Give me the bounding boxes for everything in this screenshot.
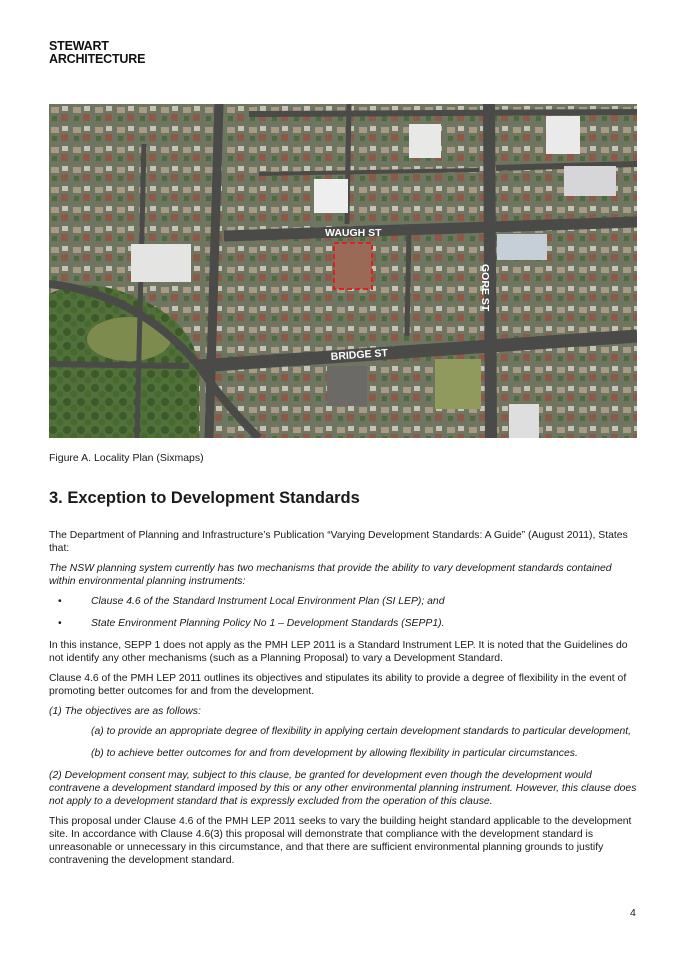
section-heading: 3. Exception to Development Standards: [49, 489, 360, 507]
bullet-item: • Clause 4.6 of the Standard Instrument Local Environment Plan (SI LEP); and: [49, 595, 639, 608]
street-label-waugh: WAUGH ST: [325, 227, 382, 239]
locality-map: [49, 104, 637, 438]
paragraph-7: This proposal under Clause 4.6 of the PMH LEP 2011 seeks to vary the building height standard applicable to the development site. In accordance with Clause 4.6(3) this proposal will demonstrate that compliance with the development standard is unreasonable or unnecessary in this circumstance, and that there are sufficient environmental planning grounds to justify contravening the development standard.: [49, 816, 632, 866]
logo: [49, 40, 145, 66]
street-label-bridge: BRIDGE ST: [330, 347, 389, 363]
page-number: 4: [630, 907, 636, 919]
figure-caption: Figure A. Locality Plan (Sixmaps): [49, 452, 204, 464]
paragraph-6: (2) Development consent may, subject to this clause, be granted for development even though the development would contravene a development standard imposed by this or any other environmental planning instrument. However, this clause does not apply to a development standard that is expressly excluded from the operation of this clause.: [49, 770, 637, 807]
sub-clause-a: (a) to provide an appropriate degree of flexibility in applying certain development standards to particular development,: [91, 726, 632, 737]
bullet-list: [49, 595, 639, 630]
street-label-gore: GORE ST: [479, 264, 491, 312]
paragraph-5: (1) The objectives are as follows:: [49, 706, 201, 717]
site-outline: [334, 243, 372, 289]
paragraph-4: Clause 4.6 of the PMH LEP 2011 outlines its objectives and stipulates its ability to provide a degree of flexibility in the event of promoting better outcomes for and from the development.: [49, 673, 627, 697]
paragraph-3: In this instance, SEPP 1 does not apply as the PMH LEP 2011 is a Standard Instrument LEP. It is noted that the Guidelines do not identify any other mechanisms (such as a Planning Proposal) to vary a Development Standard.: [49, 640, 628, 664]
sub-clause-b: (b) to achieve better outcomes for and from development by allowing flexibility in particular circumstances.: [91, 748, 578, 759]
logo-line-2: ARCHITECTURE: [49, 52, 146, 66]
body-text: [49, 529, 639, 874]
bullet-item: • State Environment Planning Policy No 1 – Development Standards (SEPP1).: [49, 617, 639, 630]
paragraph-2: The NSW planning system currently has two mechanisms that provide the ability to vary development standards contained within environmental planning instruments:: [49, 563, 612, 587]
paragraph-1: The Department of Planning and Infrastructure’s Publication “Varying Development Standards: A Guide” (August 2011), States that:: [49, 530, 628, 554]
logo-line-1: STEWART: [49, 39, 109, 53]
